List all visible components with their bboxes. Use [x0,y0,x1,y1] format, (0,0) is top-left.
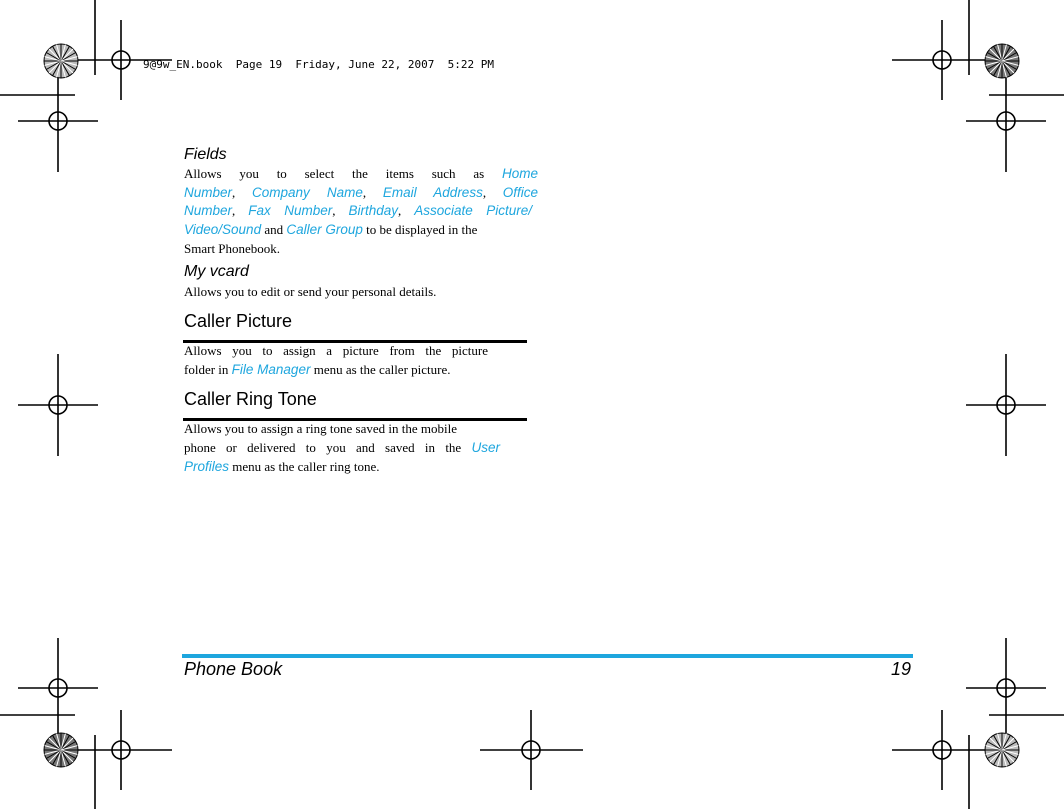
fields-heading: Fields [184,146,227,163]
caller-ring-line-2: phone or delivered to you and saved in the User [184,440,501,455]
fields-line-1: Allows you to select the items such as Home [184,166,539,181]
registration-star [985,44,1019,78]
caller-ring-line-3: Profiles menu as the caller ring tone. [184,459,380,474]
fields-line-5: Smart Phonebook. [184,241,281,256]
caller-picture-line-1: Allows you to assign a picture from the picture [184,343,488,358]
registration-star [44,733,78,767]
vcard-heading: My vcard [184,263,249,280]
caller-ring-line-1: Allows you to assign a ring tone saved in the mobile [184,421,457,436]
fields-line-3: Number, Fax Number, Birthday, Associate Picture/ [184,203,533,218]
print-slug: 9@9w_EN.book Page 19 Friday, June 22, 2007 5:22 PM [143,58,494,71]
registration-star [985,733,1019,767]
footer-chapter-title: Phone Book [184,659,283,679]
caller-picture-line-2: folder in File Manager menu as the caller picture. [184,362,451,377]
footer-rule [182,654,913,658]
fields-line-4: Video/Sound and Caller Group to be displayed in the [184,222,478,237]
page-number: 19 [890,659,911,679]
fields-line-2: Number, Company Name, Email Address, Office [184,185,539,200]
registration-star [44,44,78,78]
caller-picture-heading: Caller Picture [184,311,293,331]
vcard-text: Allows you to edit or send your personal details. [184,284,437,299]
caller-ring-heading: Caller Ring Tone [184,389,317,409]
